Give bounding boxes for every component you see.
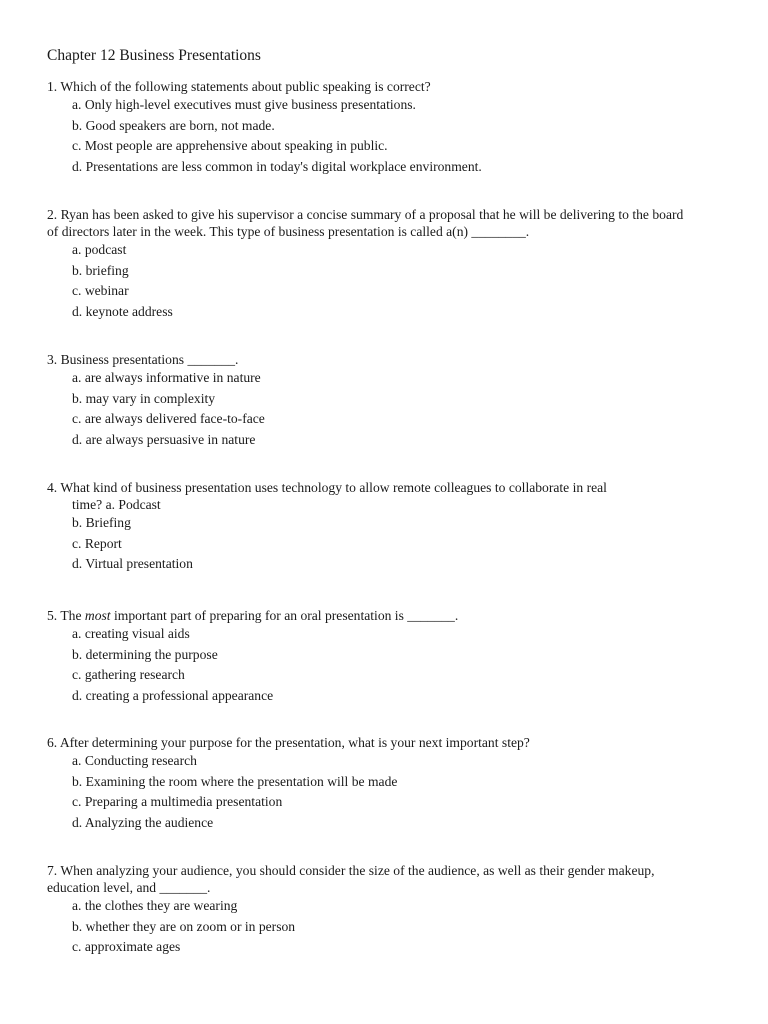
question-stem-line: 7. When analyzing your audience, you should consider the size of the audience, as well as their gender makeup, — [47, 863, 655, 878]
answer-option-c: c. webinar — [72, 283, 129, 299]
question-stem-line: 4. What kind of business presentation uses technology to allow remote colleagues to collaborate in real — [47, 480, 607, 495]
question-stem-line: of directors later in the week. This type of business presentation is called a(n) ________. — [47, 224, 530, 239]
page-title: Chapter 12 Business Presentations — [47, 47, 261, 64]
answer-option-b: b. may vary in complexity — [72, 390, 216, 406]
answer-option-b: b. Good speakers are born, not made. — [72, 117, 275, 133]
answer-option-d: d. Virtual presentation — [72, 556, 193, 572]
question-stem — [47, 607, 707, 624]
answer-option-a: a. Only high-level executives must give business presentations. — [72, 97, 416, 112]
emphasis-text: most — [84, 608, 111, 623]
answer-option-a: a. creating visual aids — [72, 626, 190, 641]
question-stem-line: education level, and _______. — [47, 880, 211, 895]
answer-option-c: c. are always delivered face-to-face — [72, 411, 265, 427]
answer-option-a: a. podcast — [72, 242, 127, 257]
answer-option-d: d. Presentations are less common in today's digital workplace environment. — [72, 159, 482, 175]
answer-option-c: c. Preparing a multimedia presentation — [72, 794, 283, 810]
question-stem — [47, 862, 707, 896]
answer-option-c: c. Most people are apprehensive about speaking in public. — [72, 138, 388, 154]
question-5 — [47, 607, 707, 707]
answer-option-a: a. are always informative in nature — [72, 370, 261, 385]
question-stem: 6. After determining your purpose for the presentation, what is your next important step? — [47, 735, 530, 750]
question-4 — [47, 479, 707, 575]
question-7 — [47, 862, 707, 958]
answer-option-b: b. Briefing — [72, 515, 131, 530]
question-stem: 1. Which of the following statements about public speaking is correct? — [47, 79, 431, 94]
answer-option-a: a. the clothes they are wearing — [72, 898, 238, 913]
question-1 — [47, 78, 707, 178]
answer-option-b: b. briefing — [72, 262, 129, 278]
question-3 — [47, 351, 707, 451]
answer-option-c: c. Report — [72, 535, 122, 551]
question-6 — [47, 734, 707, 834]
answer-option-d: d. keynote address — [72, 304, 173, 320]
answer-option-b: b. Examining the room where the presentation will be made — [72, 773, 398, 789]
question-stem — [47, 479, 707, 513]
answer-option-c: c. approximate ages — [72, 939, 181, 955]
question-stem — [47, 206, 707, 240]
answer-option-d: d. creating a professional appearance — [72, 688, 274, 704]
question-stem-line: time? a. Podcast — [72, 497, 161, 512]
answer-option-b: b. whether they are on zoom or in person — [72, 918, 296, 934]
answer-option-c: c. gathering research — [72, 667, 185, 683]
answer-option-d: d. Analyzing the audience — [72, 815, 214, 831]
question-stem-line: 2. Ryan has been asked to give his supervisor a concise summary of a proposal that he will be delivering to the board — [47, 207, 684, 222]
answer-option-b: b. determining the purpose — [72, 646, 218, 662]
answer-option-a: a. Conducting research — [72, 753, 197, 768]
answer-option-d: d. are always persuasive in nature — [72, 432, 256, 448]
question-stem: 3. Business presentations _______. — [47, 352, 239, 367]
question-stem-text: 5. The — [47, 608, 85, 623]
question-stem-text: important part of preparing for an oral presentation is _______. — [110, 608, 459, 623]
question-2 — [47, 206, 707, 323]
